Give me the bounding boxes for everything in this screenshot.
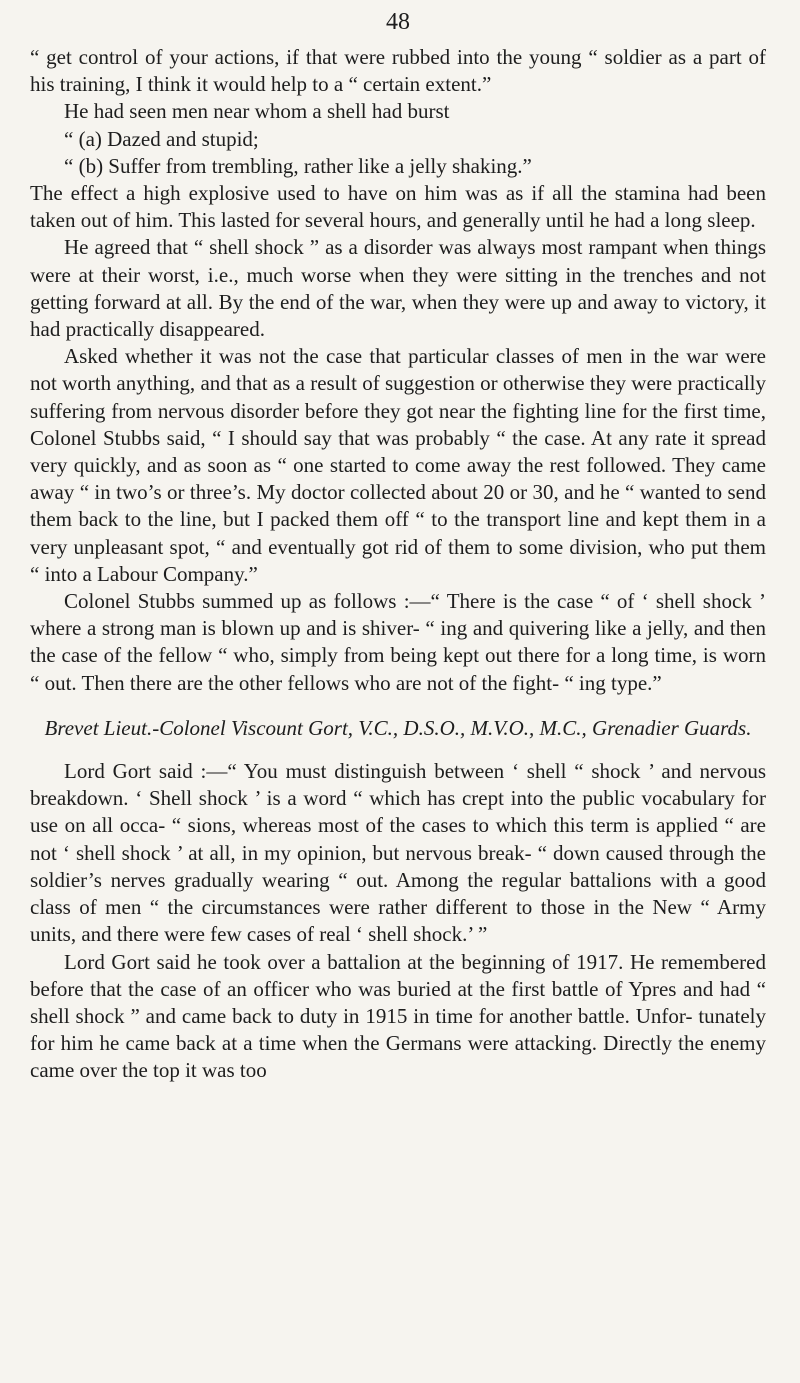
paragraph-asked: Asked whether it was not the case that particular classes of men in the war were not worth anything, and that as a result of suggestion or otherwise they were practically suffering from nervous disorder before they got near the fighting line for the first time, Colonel Stubbs said, “ I should say that was probably “ the case. At any rate it spread very quickly, and as soon as “ one started to come away the rest followed. They came away “ in two’s or three’s. My doctor collected about 20 or 30, and he “ wanted to send them back to the line, but I packed them off “ to the transport line and kept them in a very unpleasant spot, “ and eventually got rid of them to some division, who put them “ into a Labour Company.” bbox=[30, 344, 766, 586]
list-item-b: “ (b) Suffer from trembling, rather like a jelly shaking.” bbox=[64, 153, 532, 178]
list-item-a: “ (a) Dazed and stupid; bbox=[64, 126, 259, 151]
page-number: 48 bbox=[386, 9, 410, 35]
paragraph-gort-statement: Lord Gort said :—“ You must distinguish between ‘ shell “ shock ’ and nervous breakdown. ‘ Shell shock ’ is a word “ which has crept into the public vocabulary for use on all occa- “ sions, whereas most of the cases to which this term is applied “ are not ‘ shell shock ’ at all, in my opinion, but nervous break- “ down caused through the soldier’s nerves gradually wearing “ out. Among the regular battalions with a good class of men “ the circumstances were rather different to those in the New “ Army units, and there were few cases of real ‘ shell shock.’ ” bbox=[30, 759, 766, 947]
paragraph-agreed: He agreed that “ shell shock ” as a disorder was always most rampant when things were at their worst, i.e., much worse when they were sitting in the trenches and not getting forward at all. By the end of the war, when they were up and away to victory, it had practically disappeared. bbox=[30, 235, 766, 342]
paragraph-quote-continuation: “ get control of your actions, if that were rubbed into the young “ soldier as a part of his training, I think it would help to a “ certain extent.” bbox=[30, 45, 766, 97]
paragraph-summed-up: Colonel Stubbs summed up as follows :—“ There is the case “ of ‘ shell shock ’ where a strong man is blown up and is shiver- “ ing and quivering like a jelly, and then the case of the fellow “ who, simply from being kept out there for a long time, is worn “ out. Then there are the other fellows who are not of the fight- “ ing type.” bbox=[30, 589, 766, 695]
section-heading: Brevet Lieut.-Colonel Viscount Gort, V.C., D.S.O., M.V.O., M.C., Grenadier Guards. bbox=[44, 715, 752, 740]
paragraph-had-seen: He had seen men near whom a shell had burst bbox=[64, 99, 450, 124]
paragraph-effect: The effect a high explosive used to have on him was as if all the stamina had been taken out of him. This lasted for several hours, and generally until he had a long sleep. bbox=[30, 181, 766, 233]
paragraph-gort-battalion: Lord Gort said he took over a battalion at the beginning of 1917. He remembered before that the case of an officer who was buried at the first battle of Ypres and had “ shell shock ” and came back to duty in 1915 in time for another battle. Unfor- tunately for him he came back at a time when the Germans were attacking. Directly the enemy came over the top it was too bbox=[30, 949, 766, 1083]
